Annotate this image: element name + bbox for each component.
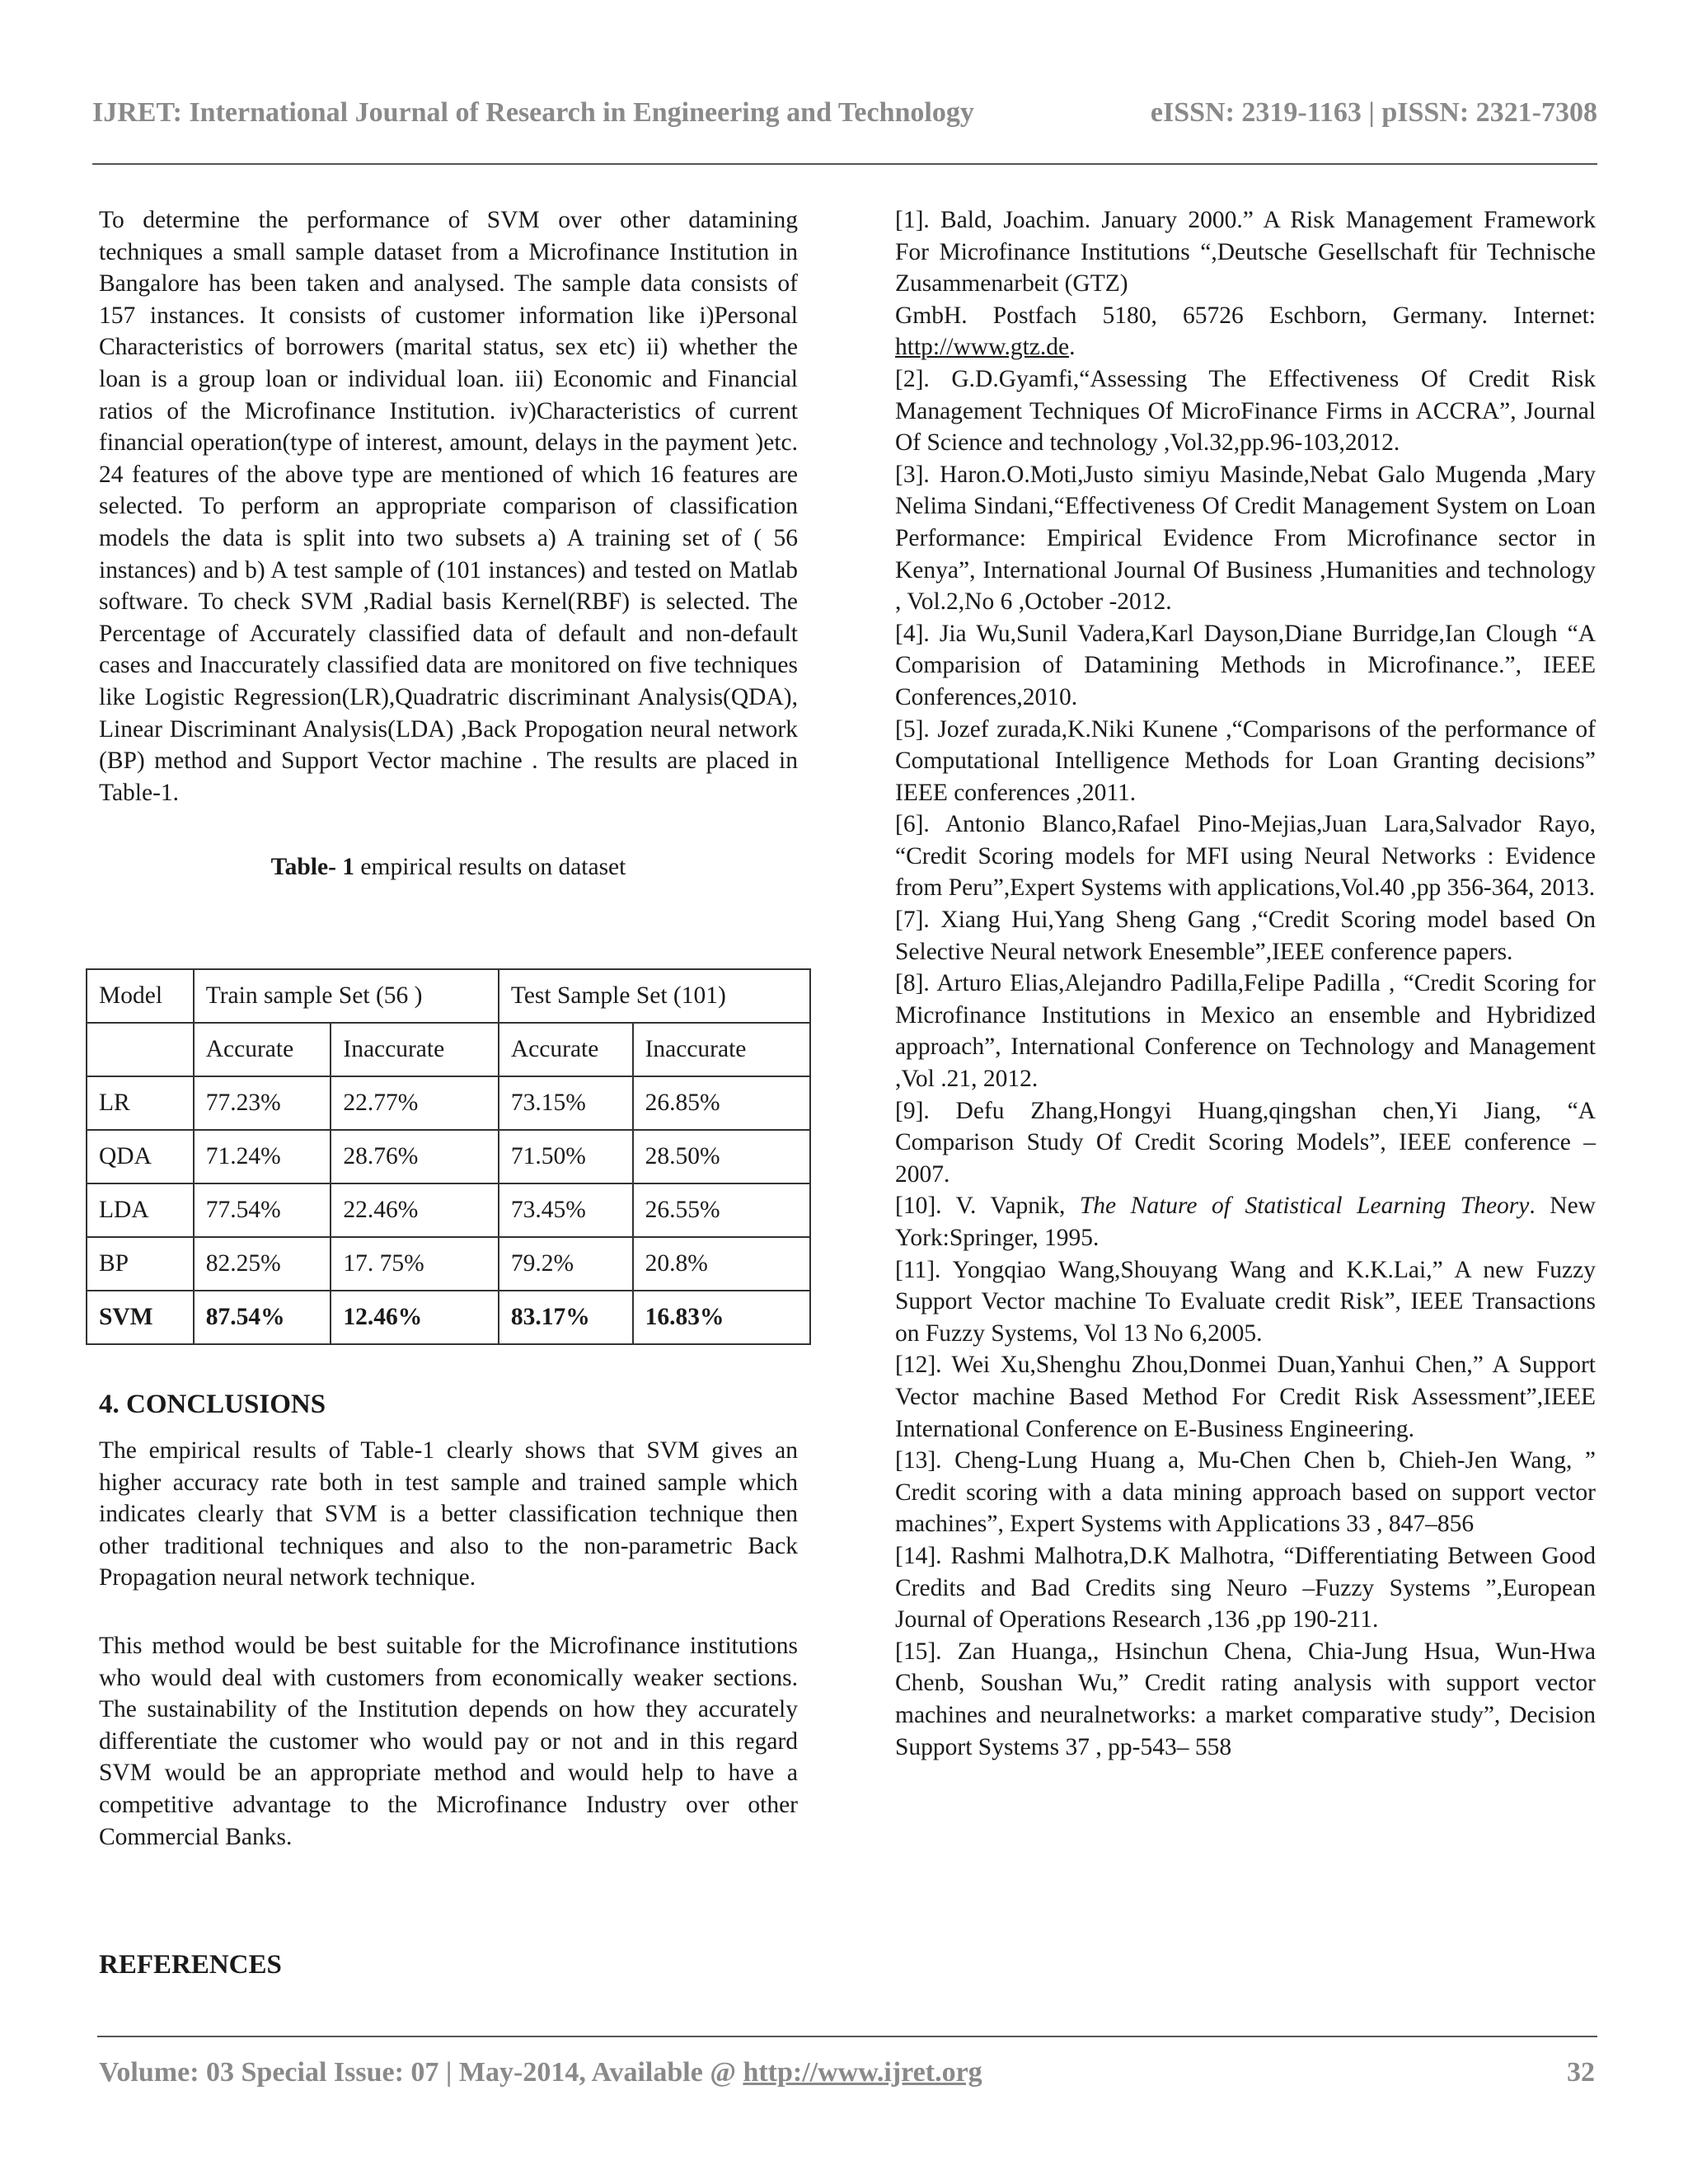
cell-test-inaccurate: 26.85%	[633, 1076, 810, 1130]
cell-train-inaccurate: 28.76%	[331, 1130, 499, 1183]
reference-item: [9]. Defu Zhang,Hongyi Huang,qingshan chen,Yi Jiang, “A Comparison Study Of Credit Scoring Models”, IEEE conference – 2007.	[895, 1097, 1596, 1188]
reference-10-authors: [10]. V. Vapnik,	[895, 1193, 1080, 1220]
cell-train-accurate: 71.24%	[194, 1130, 331, 1183]
cell-train-inaccurate: 22.77%	[331, 1076, 499, 1130]
cell-train-accurate: 82.25%	[194, 1237, 331, 1291]
reference-item: [8]. Arturo Elias,Alejandro Padilla,Felipe Padilla , “Credit Scoring for Microfinance Institutions in Mexico an ensemble and Hybridized approach”, International Conference on Technology and Management ,Vol .21, 2012.	[895, 970, 1596, 1093]
reference-item: [2]. G.D.Gyamfi,“Assessing The Effectiveness Of Credit Risk Management Techniques Of MicroFinance Firms in ACCRA”, Journal Of Science and technology ,Vol.32,pp.96-103,2012.	[895, 365, 1596, 457]
table-row	[87, 1130, 810, 1183]
reference-item: [7]. Xiang Hui,Yang Sheng Gang ,“Credit Scoring model based On Selective Neural network Enesemble”,IEEE conference papers.	[895, 907, 1596, 965]
reference-item: [3]. Haron.O.Moti,Justo simiyu Masinde,Nebat Galo Mugenda ,Mary Nelima Sindani,“Effectiveness Of Credit Management System on Loan Performance: Empirical Evidence From Microfinance sector in Kenya”, International Journal Of Business ,Humanities and technology , Vol.2,No 6 ,October -2012.	[895, 461, 1596, 616]
reference-item	[895, 1190, 1596, 1254]
cell-test-accurate: 73.15%	[499, 1076, 633, 1130]
cell-model: SVM	[87, 1291, 194, 1344]
subheader-test-accurate: Accurate	[499, 1023, 633, 1076]
reference-item: [1]. Bald, Joachim. January 2000.” A Risk Management Framework For Microfinance Institutions “,Deutsche Gesellschaft für Technische Zusammenarbeit (GTZ) GmbH. Postfach 5180, 65726 Eschborn, Germany. Internet: http://www.gtz.de.	[895, 207, 1596, 361]
conclusions-title: 4. CONCLUSIONS	[99, 1390, 326, 1419]
cell-test-accurate: 83.17%	[499, 1291, 633, 1344]
table-caption	[99, 851, 798, 883]
reference-item: [5]. Jozef zurada,K.Niki Kunene ,“Comparisons of the performance of Computational Intelligence Methods for Loan Granting decisions” IEEE conferences ,2011.	[895, 715, 1596, 806]
footer-rule	[97, 2036, 1597, 2037]
cell-train-inaccurate: 22.46%	[331, 1183, 499, 1237]
reference-item: [14]. Rashmi Malhotra,D.K Malhotra, “Differentiating Between Good Credits and Bad Credits sing Neuro –Fuzzy Systems ”,European Journal of Operations Research ,136 ,pp 190-211.	[895, 1542, 1596, 1633]
header-test: Test Sample Set (101)	[499, 969, 810, 1023]
references-title: REFERENCES	[99, 1950, 282, 1980]
cell-train-inaccurate: 17. 75%	[331, 1237, 499, 1291]
subheader-train-accurate: Accurate	[194, 1023, 331, 1076]
cell-model: QDA	[87, 1130, 194, 1183]
header-model: Model	[87, 969, 194, 1023]
cell-model: LDA	[87, 1183, 194, 1237]
subheader-empty	[87, 1023, 194, 1076]
reference-item: [11]. Yongqiao Wang,Shouyang Wang and K.K.Lai,” A new Fuzzy Support Vector machine To Evaluate credit Risk”, IEEE Transactions on Fuzzy Systems, Vol 13 No 6,2005.	[895, 1256, 1596, 1347]
left-column	[99, 204, 798, 883]
reference-10-publisher: . New York:Springer, 1995.	[895, 1193, 1596, 1251]
subheader-test-inaccurate: Inaccurate	[633, 1023, 810, 1076]
table-row	[87, 1183, 810, 1237]
footer-journal-link[interactable]: http://www.ijret.org	[743, 2057, 982, 2088]
table-caption-text: empirical results on dataset	[354, 854, 626, 881]
reference-1-address: GmbH. Postfach 5180, 65726 Eschborn, Germany. Internet:	[895, 302, 1596, 329]
intro-paragraph: To determine the performance of SVM over other datamining techniques a small sample dataset from a Microfinance Institution in Bangalore has been taken and analysed. The sample data consists of 157 instances. It consists of customer information like i)Personal Characteristics of borrowers (marital status, sex etc) ii) whether the loan is a group loan or individual loan. iii) Economic and Financial ratios of the Microfinance Institution. iv)Characteristics of current financial operation(type of interest, amount, delays in the payment )etc. 24 features of the above type are mentioned of which 16 features are selected. To perform an appropriate comparison of classification models the data is split into two subsets a) A training set of ( 56 instances) and b) A test sample of (101 instances) and tested on Matlab software. To check SVM ,Radial basis Kernel(RBF) is selected. The Percentage of Accurately classified data of default and non-default cases and Inaccurately classified data are monitored on five techniques like Logistic Regression(LR),Quadratric discriminant Analysis(QDA), Linear Discriminant Analysis(LDA) ,Back Propogation neural network (BP) method and Support Vector machine . The results are placed in Table-1.	[99, 207, 798, 806]
references-column	[895, 204, 1596, 1763]
cell-test-inaccurate: 16.83%	[633, 1291, 810, 1344]
header-train: Train sample Set (56 )	[194, 969, 499, 1023]
footer-volume	[99, 2057, 982, 2088]
conclusions-paragraph-2: This method would be best suitable for the Microfinance institutions who would deal with customers from economically weaker sections. The sustainability of the Institution depends on how they accurately differentiate the customer who would pay or not and in this regard SVM would be an appropriate method and would help to have a competitive advantage to the Microfinance Industry over other Commercial Banks.	[99, 1633, 798, 1850]
reference-item: [6]. Antonio Blanco,Rafael Pino-Mejias,Juan Lara,Salvador Rayo, “Credit Scoring models for MFI using Neural Networks : Evidence from Peru”,Expert Systems with applications,Vol.40 ,pp 356-364, 2013.	[895, 811, 1596, 902]
reference-1-text: [1]. Bald, Joachim. January 2000.” A Risk Management Framework For Microfinance Institutions “,Deutsche Gesellschaft für Technische Zusammenarbeit (GTZ)	[895, 207, 1596, 298]
conclusions-paragraph-1: The empirical results of Table-1 clearly shows that SVM gives an higher accuracy rate both in test sample and trained sample which indicates clearly that SVM is a better classification technique then other traditional techniques and also to the non-parametric Back Propagation neural network technique.	[99, 1437, 798, 1591]
cell-train-inaccurate: 12.46%	[331, 1291, 499, 1344]
cell-model: BP	[87, 1237, 194, 1291]
cell-test-inaccurate: 28.50%	[633, 1130, 810, 1183]
cell-test-accurate: 73.45%	[499, 1183, 633, 1237]
reference-10-title: The Nature of Statistical Learning Theory	[1079, 1193, 1530, 1220]
cell-test-accurate: 71.50%	[499, 1130, 633, 1183]
reference-1-link[interactable]: http://www.gtz.de	[895, 334, 1070, 361]
page-number: 32	[1567, 2057, 1595, 2088]
journal-title: IJRET: International Journal of Research in Engineering and Technology	[92, 97, 974, 128]
header-rule	[92, 163, 1597, 165]
table-row-highlight	[87, 1291, 810, 1344]
cell-test-accurate: 79.2%	[499, 1237, 633, 1291]
cell-train-accurate: 77.23%	[194, 1076, 331, 1130]
reference-item: [4]. Jia Wu,Sunil Vadera,Karl Dayson,Diane Burridge,Ian Clough “A Comparision of Datamining Methods in Microfinance.”, IEEE Conferences,2010.	[895, 620, 1596, 710]
results-table	[86, 968, 811, 1345]
table-caption-label: Table- 1	[270, 854, 355, 881]
reference-item: [13]. Cheng-Lung Huang a, Mu-Chen Chen b, Chieh-Jen Wang, ” Credit scoring with a data mining approach based on support vector machines”, Expert Systems with Applications 33 , 847–856	[895, 1447, 1596, 1538]
reference-item: [12]. Wei Xu,Shenghu Zhou,Donmei Duan,Yanhui Chen,” A Support Vector machine Based Method For Credit Risk Assessment”,IEEE International Conference on E-Business Engineering.	[895, 1352, 1596, 1442]
page-header	[92, 97, 1597, 138]
cell-model: LR	[87, 1076, 194, 1130]
cell-train-accurate: 87.54%	[194, 1291, 331, 1344]
page-footer	[99, 2057, 1595, 2098]
issn-label: eISSN: 2319-1163 | pISSN: 2321-7308	[1150, 97, 1597, 128]
table-row	[87, 1076, 810, 1130]
cell-train-accurate: 77.54%	[194, 1183, 331, 1237]
table-row	[87, 1237, 810, 1291]
table-header-row	[87, 969, 810, 1023]
table-subheader-row	[87, 1023, 810, 1076]
cell-test-inaccurate: 26.55%	[633, 1183, 810, 1237]
reference-item: [15]. Zan Huanga,, Hsinchun Chena, Chia-Jung Hsua, Wun-Hwa Chenb, Soushan Wu,” Credit rating analysis with support vector machines and neuralnetworks: a market comparative study”, Decision Support Systems 37 , pp-543– 558	[895, 1638, 1596, 1760]
footer-volume-text: Volume: 03 Special Issue: 07 | May-2014, Available @	[99, 2057, 743, 2088]
subheader-train-inaccurate: Inaccurate	[331, 1023, 499, 1076]
cell-test-inaccurate: 20.8%	[633, 1237, 810, 1291]
